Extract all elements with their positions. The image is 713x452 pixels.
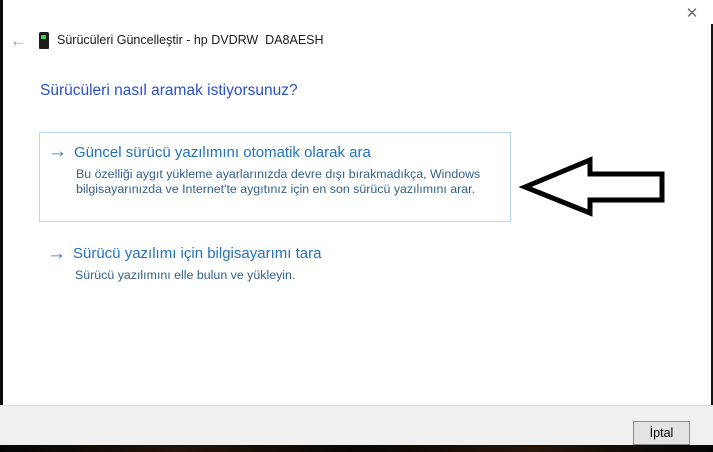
option-search-automatic[interactable] xyxy=(39,132,511,222)
dvd-drive-icon xyxy=(39,32,49,49)
cancel-button[interactable]: İptal xyxy=(633,421,690,445)
option-browse-computer-description: Sürücü yazılımını elle bulun ve yükleyin. xyxy=(75,268,296,282)
option-search-automatic-description: Bu özelliği aygıt yükleme ayarlarınızda devre dışı bırakmadıkça, Windows bilgisayarınızda ve Internet'te aygıtınız için en son sürücü yazılımını arar. xyxy=(76,167,481,196)
title-bar xyxy=(0,30,713,56)
option-browse-computer-title: Sürücü yazılımı için bilgisayarımı tara xyxy=(73,245,322,262)
footer-bar xyxy=(0,405,713,445)
option-search-automatic-title: Güncel sürücü yazılımını otomatik olarak ara xyxy=(74,144,371,161)
back-button[interactable] xyxy=(10,31,27,51)
arrow-right-icon: → xyxy=(47,243,66,264)
option-browse-computer[interactable] xyxy=(39,240,511,302)
window-left-edge xyxy=(0,0,3,405)
window-title: Sürücüleri Güncelleştir - hp DVDRW DA8AESH xyxy=(57,33,324,47)
window-bottom-edge xyxy=(0,445,713,452)
back-arrow-icon: ← xyxy=(10,31,27,50)
close-icon: ✕ xyxy=(685,5,699,22)
arrow-right-icon: → xyxy=(48,141,67,162)
close-button[interactable] xyxy=(679,3,705,25)
page-title: Sürücüleri nasıl aramak istiyorsunuz? xyxy=(40,82,298,99)
